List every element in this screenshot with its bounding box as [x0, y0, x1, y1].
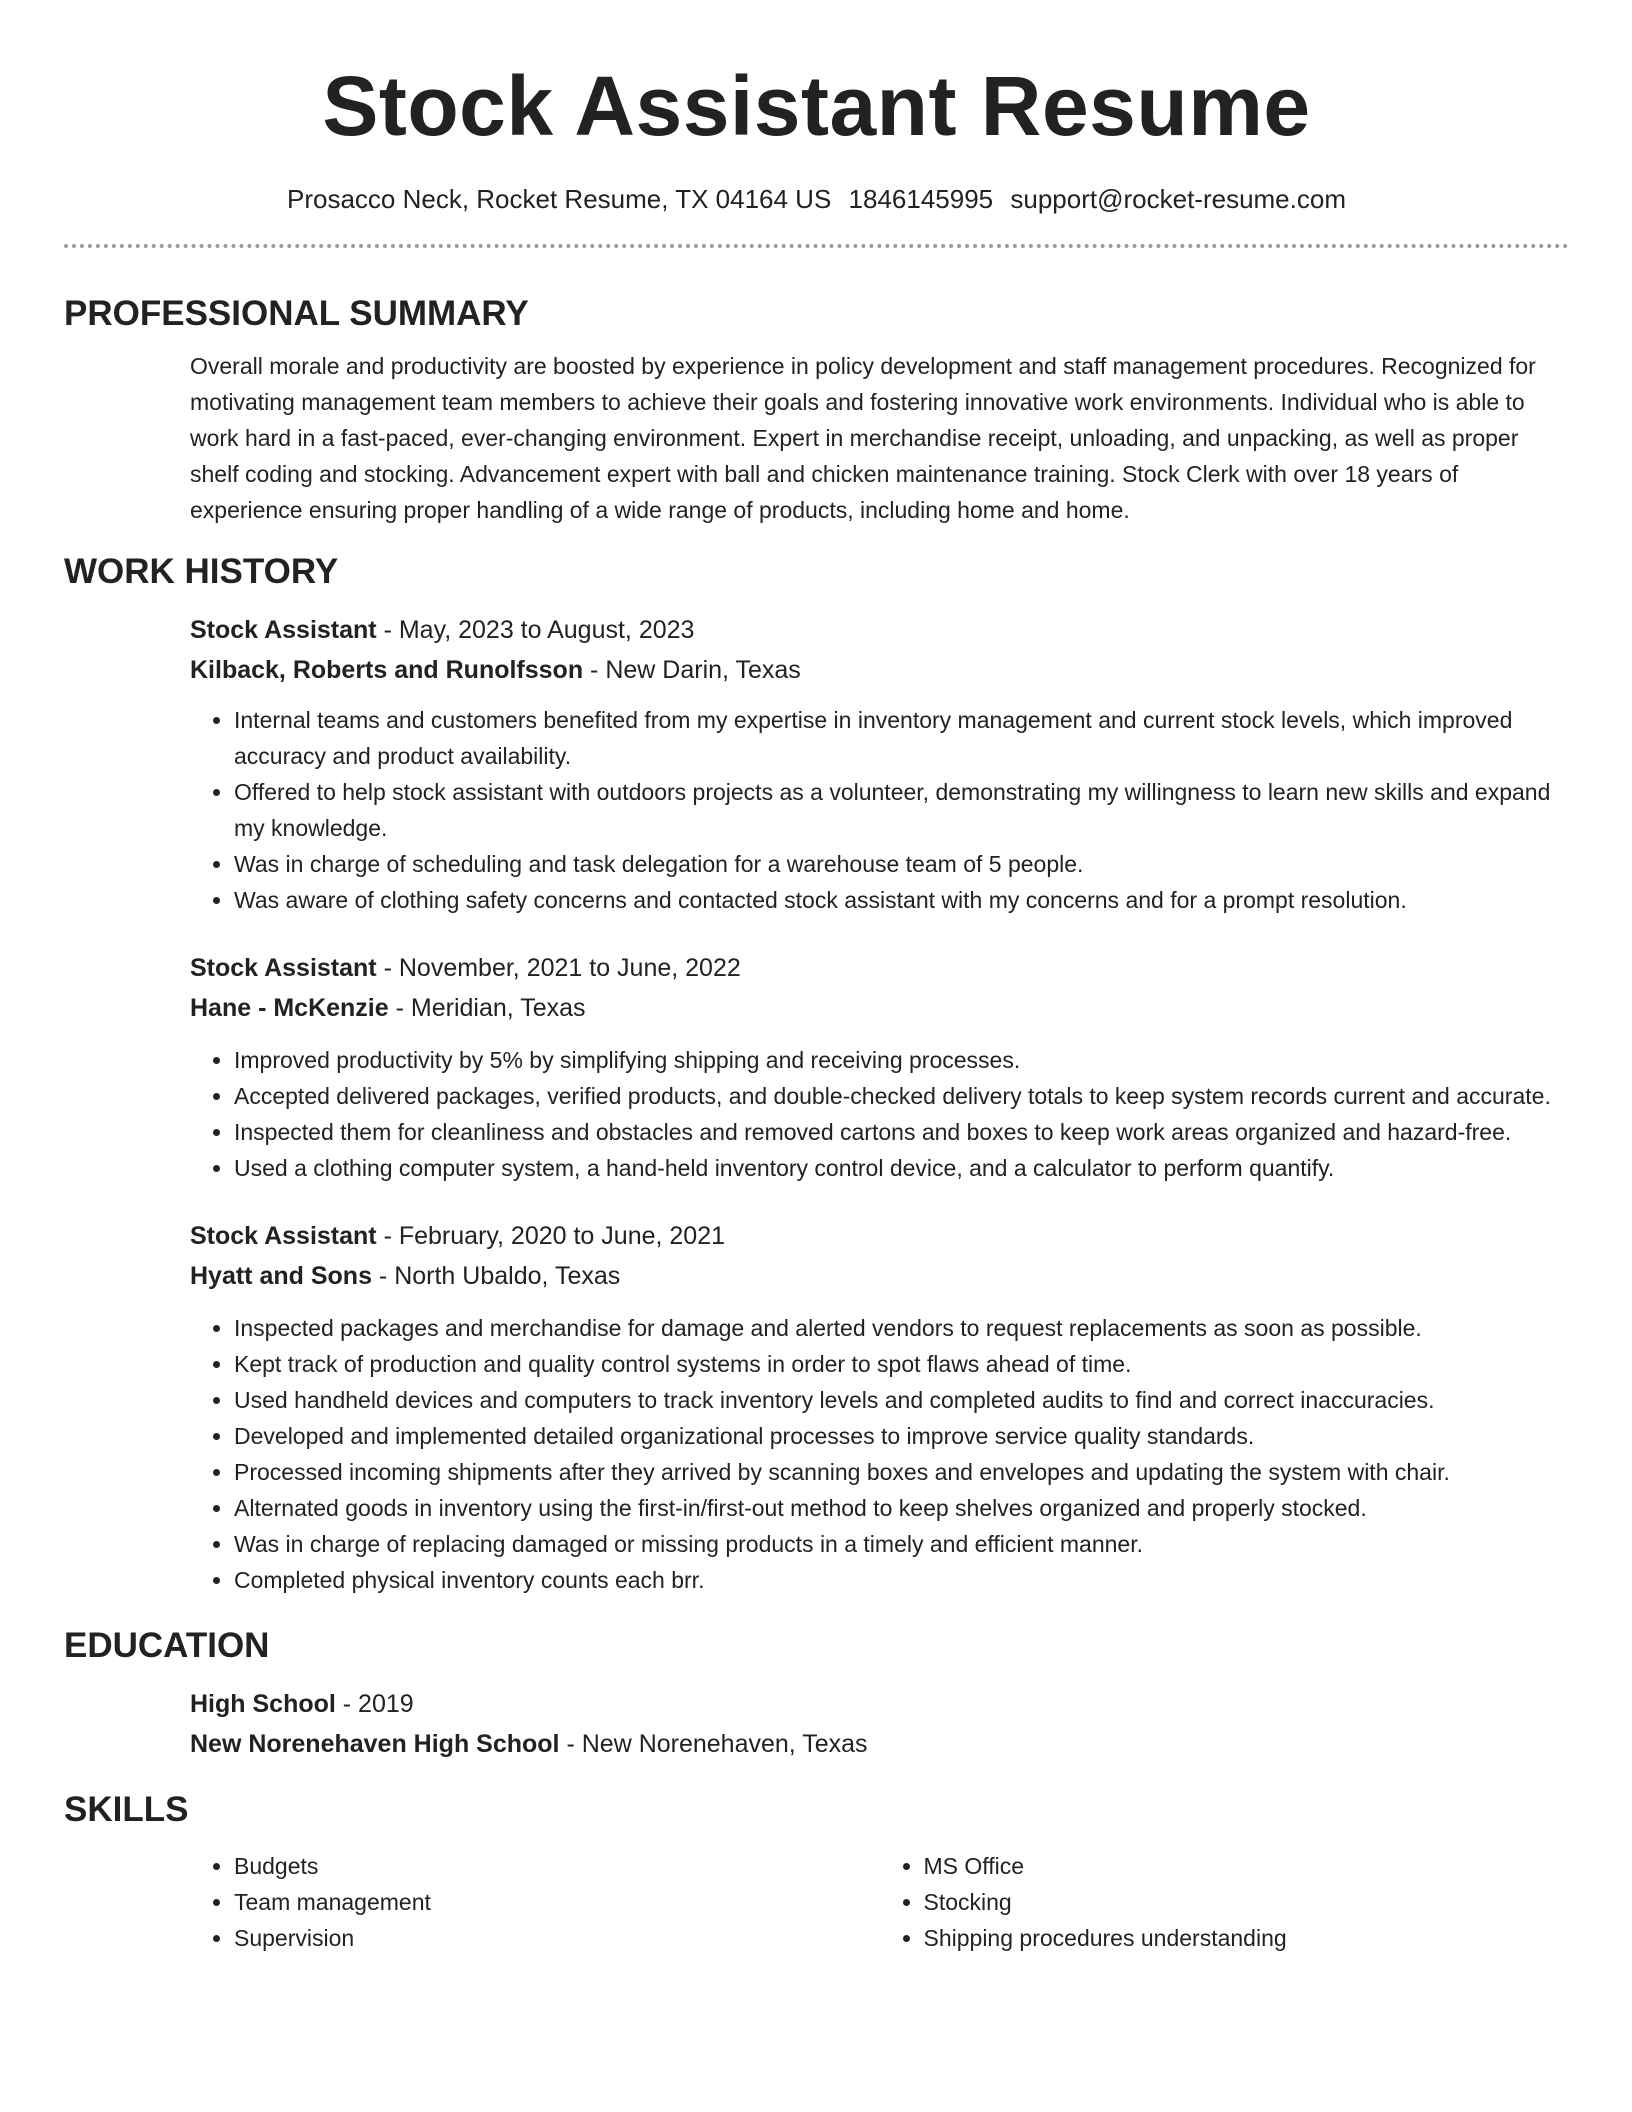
degree: High School: [190, 1690, 336, 1718]
page-title: Stock Assistant Resume: [322, 59, 1311, 153]
list-item: • Completed physical inventory counts each brr.: [234, 1562, 1569, 1598]
skill-item: • Stocking: [924, 1884, 1570, 1920]
list-item: • Was aware of clothing safety concerns and contacted stock assistant with my concerns and for a prompt resolution.: [234, 882, 1569, 918]
list-item: • Inspected packages and merchandise for damage and alerted vendors to request replacements as soon as possible.: [234, 1310, 1569, 1346]
skills-list-left: [190, 1848, 880, 1956]
job-title-line: [190, 610, 1569, 650]
list-item: • Kept track of production and quality control systems in order to spot flaws ahead of time.: [234, 1346, 1569, 1382]
list-item: • Used handheld devices and computers to track inventory levels and completed audits to find and correct inaccuracies.: [234, 1382, 1569, 1418]
list-item: • Processed incoming shipments after they arrived by scanning boxes and envelopes and updating the system with chair.: [234, 1454, 1569, 1490]
job-company-line: [190, 1256, 1569, 1296]
job-location: - New Darin, Texas: [583, 656, 801, 684]
skill-item: • Team management: [234, 1884, 880, 1920]
contact-line: [64, 182, 1569, 216]
list-item: • Accepted delivered packages, verified products, and double-checked delivery totals to keep system records current and accurate.: [234, 1078, 1569, 1114]
job-title-line: [190, 948, 1569, 988]
job-company: Kilback, Roberts and Runolfsson: [190, 656, 584, 684]
school-name: New Norenehaven High School: [190, 1730, 560, 1758]
work-history-heading: WORK HISTORY: [64, 552, 339, 591]
education-heading: EDUCATION: [64, 1626, 270, 1665]
job-entry: [190, 1216, 1569, 1598]
skills-list-right: [880, 1848, 1570, 1956]
list-item: • Was in charge of scheduling and task delegation for a warehouse team of 5 people.: [234, 846, 1569, 882]
education-entry: [190, 1684, 1569, 1764]
job-location: - North Ubaldo, Texas: [371, 1262, 621, 1290]
graduation-year: - 2019: [335, 1690, 414, 1718]
job-bullets: [190, 1042, 1569, 1186]
contact-email: support@rocket-resume.com: [1010, 184, 1346, 214]
list-item: • Internal teams and customers benefited from my expertise in inventory management and current stock levels, which improved accuracy and product availability.: [234, 702, 1569, 774]
job-company: Hyatt and Sons: [190, 1262, 372, 1290]
list-item: • Inspected them for cleanliness and obstacles and removed cartons and boxes to keep work areas organized and hazard-free.: [234, 1114, 1569, 1150]
header-divider: [64, 244, 1569, 248]
job-title: Stock Assistant: [190, 954, 377, 982]
school-line: [190, 1724, 1569, 1764]
list-item: • Offered to help stock assistant with outdoors projects as a volunteer, demonstrating my willingness to learn new skills and expand my knowledge.: [234, 774, 1569, 846]
list-item: • Was in charge of replacing damaged or missing products in a timely and efficient manner.: [234, 1526, 1569, 1562]
job-company: Hane - McKenzie: [190, 994, 389, 1022]
job-dates: - May, 2023 to August, 2023: [376, 616, 695, 644]
job-location: - Meridian, Texas: [388, 994, 586, 1022]
job-bullets: [190, 1310, 1569, 1598]
list-item: • Improved productivity by 5% by simplifying shipping and receiving processes.: [234, 1042, 1569, 1078]
job-title-line: [190, 1216, 1569, 1256]
job-title: Stock Assistant: [190, 1222, 377, 1250]
skill-item: • Budgets: [234, 1848, 880, 1884]
job-title: Stock Assistant: [190, 616, 377, 644]
summary-text: Overall morale and productivity are boosted by experience in policy development and staff management procedures. Recognized for motivating management team members to achieve their goals and fostering innovative work environments. Individual who is able to work hard in a fast-paced, ever-changing environment. Expert in merchandise receipt, unloading, and unpacking, as well as proper shelf coding and stocking. Advancement expert with ball and chicken maintenance training. Stock Clerk with over 18 years of experience ensuring proper handling of a wide range of products, including home and home.: [190, 353, 1536, 523]
contact-address: Prosacco Neck, Rocket Resume, TX 04164 US: [286, 184, 832, 214]
job-dates: - November, 2021 to June, 2022: [376, 954, 741, 982]
skill-item: • MS Office: [924, 1848, 1570, 1884]
degree-line: [190, 1684, 1569, 1724]
job-entry: [190, 948, 1569, 1186]
job-company-line: [190, 650, 1569, 690]
contact-phone: 1846145995: [848, 184, 994, 214]
list-item: • Alternated goods in inventory using the first-in/first-out method to keep shelves organized and properly stocked.: [234, 1490, 1569, 1526]
list-item: • Used a clothing computer system, a hand-held inventory control device, and a calculator to perform quantify.: [234, 1150, 1569, 1186]
school-location: - New Norenehaven, Texas: [559, 1730, 868, 1758]
skills-heading: SKILLS: [64, 1790, 189, 1829]
skill-item: • Supervision: [234, 1920, 880, 1956]
summary-heading: PROFESSIONAL SUMMARY: [64, 294, 529, 333]
job-entry: [190, 610, 1569, 918]
job-bullets: [190, 702, 1569, 918]
resume-page: [64, 0, 1569, 1956]
job-company-line: [190, 988, 1569, 1028]
skills-grid: [190, 1848, 1569, 1956]
skill-item: • Shipping procedures understanding: [924, 1920, 1570, 1956]
list-item: • Developed and implemented detailed organizational processes to improve service quality standards.: [234, 1418, 1569, 1454]
job-dates: - February, 2020 to June, 2021: [376, 1222, 726, 1250]
